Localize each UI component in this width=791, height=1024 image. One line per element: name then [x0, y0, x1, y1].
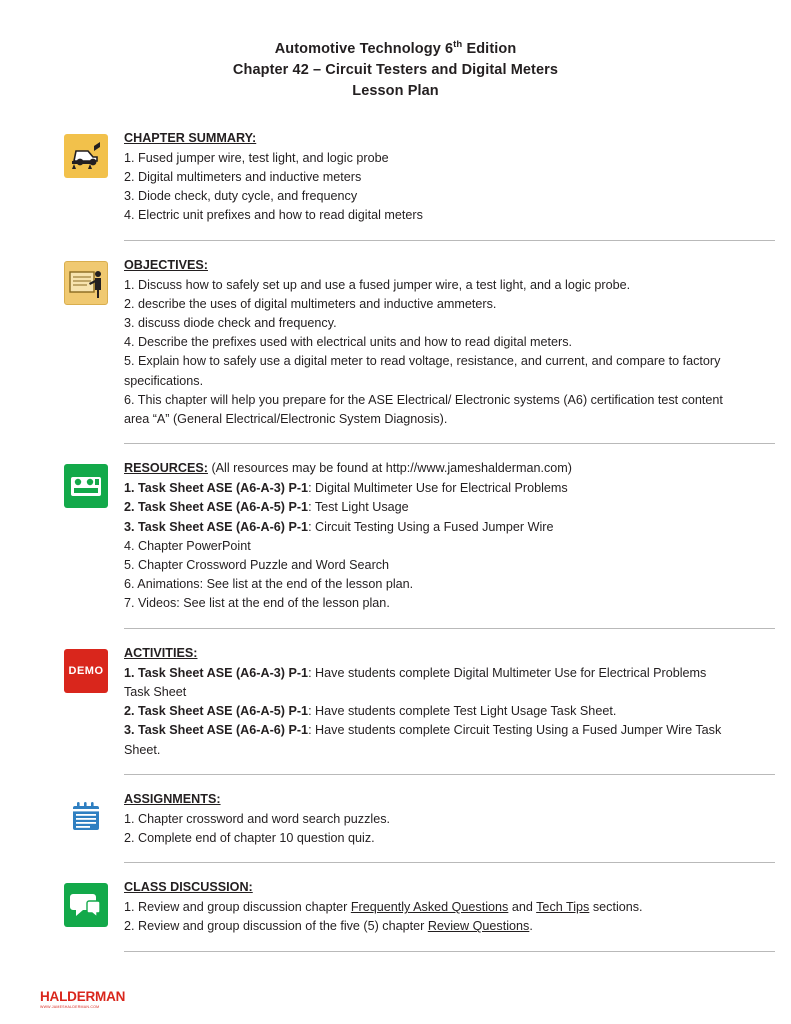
- list-item: 1. Task Sheet ASE (A6-A-3) P-1: Have students complete Digital Multimeter Use for Electrical Problems Task Sheet: [124, 665, 707, 699]
- list-item: 7. Videos: See list at the end of the lesson plan.: [124, 596, 390, 611]
- section-heading: CLASS DISCUSSION:: [124, 880, 253, 895]
- section-activities: [48, 643, 743, 760]
- notepad-icon: [64, 795, 108, 839]
- list-item: 1. Discuss how to safely set up and use a fused jumper wire, a test light, and a logic probe.: [124, 277, 631, 292]
- list-item: 2. Task Sheet ASE (A6-A-5) P-1: Test Light Usage: [124, 500, 409, 515]
- section-text: [124, 458, 743, 613]
- title-line-2: Chapter 42 – Circuit Testers and Digital Meters: [232, 61, 559, 78]
- section-chapter-summary: [48, 128, 743, 226]
- list-item: 5. Chapter Crossword Puzzle and Word Search: [124, 558, 390, 573]
- review-questions-link: Review Questions: [427, 919, 530, 934]
- list-item: 1. Task Sheet ASE (A6-A-3) P-1: Digital Multimeter Use for Electrical Problems: [124, 481, 568, 496]
- section-divider: [124, 443, 775, 444]
- section-divider: [124, 774, 775, 775]
- list-item: 1. Chapter crossword and word search puzzles.: [124, 811, 390, 826]
- list-item: 1. Review and group discussion chapter Frequently Asked Questions and Tech Tips sections.: [124, 900, 643, 915]
- list-item: 3. Diode check, duty cycle, and frequency: [124, 189, 358, 204]
- section-resources: [48, 458, 743, 613]
- section-heading: ACTIVITIES:: [124, 645, 198, 660]
- section-heading: OBJECTIVES:: [124, 257, 208, 272]
- section-heading: RESOURCES: (All resources may be found at http://www.jameshalderman.com): [124, 461, 572, 476]
- list-item: 2. describe the uses of digital multimeters and inductive ammeters.: [124, 296, 497, 311]
- section-heading: CHAPTER SUMMARY:: [124, 130, 257, 145]
- section-text: [124, 255, 743, 430]
- list-item: 2. Complete end of chapter 10 question quiz.: [124, 830, 375, 845]
- title-line-3: Lesson Plan: [352, 82, 439, 99]
- section-text: [124, 128, 743, 226]
- list-item: 4. Electric unit prefixes and how to read digital meters: [124, 208, 423, 223]
- section-divider: [124, 240, 775, 241]
- title-superscript: th: [453, 39, 463, 50]
- list-item: 4. Describe the prefixes used with electrical units and how to read digital meters.: [124, 335, 573, 350]
- section-objectives: [48, 255, 743, 430]
- icon-cell: [48, 458, 124, 508]
- projector-icon: [64, 464, 108, 508]
- presenter-board-icon: [64, 261, 108, 305]
- halderman-logo: [40, 989, 126, 1010]
- section-class-discussion: [48, 877, 743, 936]
- brand-url: WWW.JAMESHALDERMAN.COM: [40, 1005, 100, 1009]
- faq-link: Frequently Asked Questions: [350, 900, 509, 915]
- section-divider: [124, 951, 775, 952]
- list-item: 2. Review and group discussion of the five (5) chapter Review Questions.: [124, 919, 533, 934]
- page-title: [48, 34, 743, 102]
- section-divider: [124, 862, 775, 863]
- tech-tips-link: Tech Tips: [536, 900, 590, 915]
- section-assignments: [48, 789, 743, 848]
- list-item: 3. discuss diode check and frequency.: [124, 316, 337, 331]
- list-item: 6. Animations: See list at the end of the lesson plan.: [124, 577, 414, 592]
- demo-label: DEMO: [68, 664, 104, 677]
- icon-cell: [48, 255, 124, 305]
- section-divider: [124, 628, 775, 629]
- resources-note: (All resources may be found at http://www.jameshalderman.com): [207, 461, 572, 476]
- list-item: 4. Chapter PowerPoint: [124, 538, 251, 553]
- icon-cell: [48, 877, 124, 927]
- list-item: 3. Task Sheet ASE (A6-A-6) P-1: Circuit Testing Using a Fused Jumper Wire: [124, 519, 554, 534]
- list-item: 2. Task Sheet ASE (A6-A-5) P-1: Have students complete Test Light Usage Task Sheet.: [124, 704, 617, 719]
- demo-badge-icon: [64, 649, 108, 693]
- list-item: 5. Explain how to safely use a digital meter to read voltage, resistance, and current, and compare to factory specifications.: [124, 354, 721, 388]
- list-item: 1. Fused jumper wire, test light, and logic probe: [124, 150, 389, 165]
- section-text: [124, 789, 743, 848]
- icon-cell: [48, 643, 124, 693]
- car-lift-icon: [64, 134, 108, 178]
- document-body: [48, 128, 743, 952]
- list-item: 2. Digital multimeters and inductive meters: [124, 170, 362, 185]
- icon-cell: [48, 128, 124, 178]
- icon-cell: [48, 789, 124, 839]
- list-item: 3. Task Sheet ASE (A6-A-6) P-1: Have students complete Circuit Testing Using a Fused Jumper Wire Task Sheet.: [124, 723, 722, 757]
- speech-bubble-icon: [64, 883, 108, 927]
- list-item: 6. This chapter will help you prepare for the ASE Electrical/ Electronic systems (A6) certification test content area “A” (General Electrical/Electronic System Diagnosis).: [124, 392, 723, 427]
- section-text: [124, 643, 743, 760]
- title-line-1: Automotive Technology 6th Edition: [274, 39, 517, 57]
- brand-name: HALDERMAN: [40, 989, 126, 1004]
- section-heading: ASSIGNMENTS:: [124, 791, 221, 806]
- section-text: [124, 877, 743, 936]
